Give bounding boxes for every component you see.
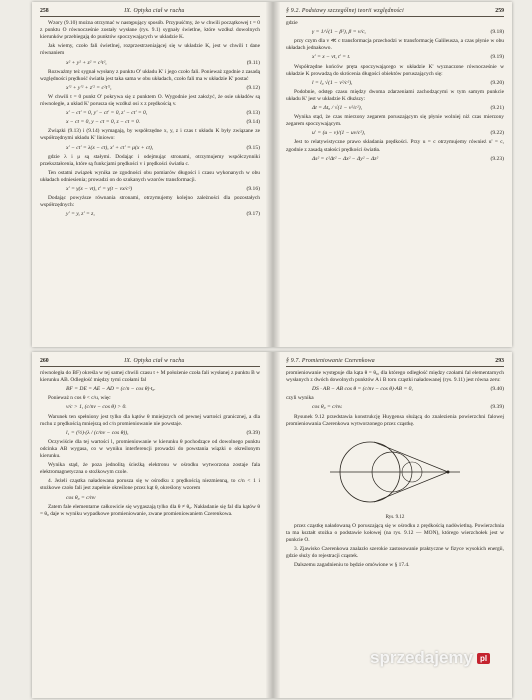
- equation: [286, 386, 504, 393]
- spread-bottom: [32, 352, 512, 698]
- paragraph: Rozważmy też sygnał wysłany z punktu O' układu K' i jego czoło fali. Ponieważ zgodnie z zasadą względności prędkość światła jest taka sama w obu układach, czoło fali ma w układzie K' postać: [40, 68, 260, 82]
- paragraph: Jest to relatywistyczne prawo składania prędkości. Przy u = c otrzymujemy również u' = c, zgodnie z zasadą stałości prędkości światła.: [286, 139, 504, 153]
- watermark: [370, 648, 490, 668]
- header-title: IX. Optyka ciał w ruchu: [124, 8, 185, 14]
- page-number: 293: [495, 358, 504, 364]
- page-content: [40, 370, 260, 518]
- paragraph: Podobnie, odstęp czasu między dwoma zdarzeniami zachodzącymi w tym samym punkcie układu K' jest w układzie K dłuższy:: [286, 88, 504, 102]
- equation-number: (9.39): [246, 429, 260, 436]
- paragraph: równoległa do BF) określa w tej samej chwili czasu t + M położenie czoła fali wysłanej z punktu B w kierunku AB. Odległość między tymi czołami fal: [40, 370, 260, 384]
- equation-number: (9.20): [490, 79, 504, 86]
- paragraph: gdzie λ i μ są stałymi. Dodając i odejmując stronami, otrzymujemy współczynniki przekształcenia, które są funkcjami prędkości v i prędkości światła c.: [40, 153, 260, 167]
- running-header: [286, 8, 504, 17]
- particle-point: [447, 470, 450, 473]
- equation-number: (9.12): [246, 84, 260, 91]
- equation-number: (9.22): [490, 130, 504, 137]
- page-content: [40, 20, 260, 218]
- page-259: [278, 2, 512, 347]
- equation: [40, 110, 260, 117]
- equation: [40, 186, 260, 193]
- paragraph: czyli wynika: [286, 395, 314, 402]
- equation: [40, 386, 260, 393]
- equation: [286, 105, 504, 112]
- equation: [40, 430, 260, 437]
- paragraph: Dodając powyższe równania stronami, otrzymujemy kolejno zależności dla pozostałych współrzędnych:: [40, 195, 260, 209]
- equation-expression: x' = γ(x − vt), t' = γ(t − vx/c²): [66, 185, 133, 192]
- equation-number: (9.17): [246, 211, 260, 218]
- equation-expression: y' = y, z' = z,: [66, 211, 95, 218]
- equation-expression: γ = 1/√(1 − β²), β = v/c,: [312, 29, 366, 36]
- page-258: [32, 2, 268, 347]
- equation-number: (9.23): [490, 155, 504, 162]
- page-content: [286, 370, 504, 569]
- paragraph: W chwili t = 0 punkt O' pokrywa się z punktem O. Wygodnie jest założyć, że osie układów są równoległe, a układ K' porusza się wzdłuż osi x z prędkością v.: [40, 93, 260, 108]
- equation-expression: x' = x − vt, t' = t.: [312, 54, 351, 61]
- paragraph: 4. Jeżeli cząstka naładowana porusza się w ośrodku z prędkością niezmienną, to c/n < 1 i stożkowe czoło fali jest zupełnie określone przez kąt θ, określony wzorem: [40, 478, 260, 492]
- equation-expression: cos θ₀ = c/nv.: [312, 404, 343, 411]
- equation-number: (9.19): [490, 54, 504, 61]
- paragraph: Ten ostatni związek wynika ze zgodności obu pomiarów długości i czasu wykonanych w obu układach odniesienia; prowadzi on do szukanych wzorów transformacji.: [40, 169, 260, 183]
- equation-number: (9.40): [490, 386, 504, 393]
- equation: [40, 145, 260, 152]
- paragraph: promieniowanie występuje dla kąta θ = θ₀, dla którego odległość między czołami fal elementarnych wysłanych z dwóch dowolnych punktów A i B toru cząstki naładowanej (rys. 9.11) jest równa zeru:: [286, 370, 504, 384]
- equation-number: (9.13): [246, 110, 260, 117]
- equation-expression: x' − ct' = λ(x − ct), x' + ct' = μ(x + ct),: [66, 144, 154, 151]
- equation-expression: DS · AB − AB cos θ = (c/nv − cos θ)·AB = 0,: [312, 386, 413, 393]
- equation-expression: x' − ct' = 0, y' − ct' = 0, z' − ct' = 0,: [66, 110, 148, 117]
- equation-expression: Δt = Δt₀ / √(1 − v²/c²),: [312, 105, 362, 112]
- equation: [286, 29, 504, 36]
- watermark-badge: pl: [477, 653, 490, 664]
- huygens-construction-diagram: [320, 432, 470, 512]
- paragraph: Współrzędne końców pręta spoczywającego w układzie K' wyznaczone równocześnie w układzie K prowadzą do skrócenia długości obiektów poruszających się:: [286, 63, 504, 77]
- paragraph: przy czym dla v ≪ c transformacja przechodzi w transformację Galileusza, a czas płynie w obu układach jednakowo.: [286, 38, 504, 52]
- page-260: [32, 352, 268, 698]
- page-number: 259: [495, 8, 504, 14]
- equation: [286, 130, 504, 137]
- equation: [40, 85, 260, 92]
- equation-number: (9.21): [490, 105, 504, 112]
- header-title: § 9.7. Promieniowanie Czerenkowa: [286, 358, 375, 364]
- paragraph: Zatem fale elementarne całkowicie się wygaszają tylko dla θ ≠ θ₀. Nakładanie się fal dla kątów θ = θ₀ daje w wyniku wypadkowe promieniowanie, zwane promieniowaniem Czerenkowa.: [40, 503, 260, 517]
- equation-expression: cos θ₀ = c/nv: [66, 494, 96, 501]
- running-header: [286, 358, 504, 367]
- header-title: § 9.2. Podstawy szczególnej teorii względności: [286, 8, 404, 14]
- equation-number: (9.15): [246, 144, 260, 151]
- paragraph: 3. Zjawisko Czerenkowa znalazło szerokie zastosowanie praktyczne w fizyce wysokich energii, gdzie służy do rejestracji cząstek.: [286, 546, 504, 560]
- equation: [40, 495, 260, 502]
- page-number: 260: [40, 358, 49, 364]
- cone-edge-upper: [374, 442, 448, 472]
- paragraph: Jak wiemy, czoło fali świetlnej, rozprzestrzeniającej się w układzie K, jest w chwili t dane równaniem: [40, 43, 260, 57]
- equation: [286, 156, 504, 163]
- page-number: 258: [40, 8, 49, 14]
- equation-number: (9.39): [490, 404, 504, 411]
- page-293: [278, 352, 512, 698]
- paragraph: Oczywiście dla tej wartości l₁ promieniowanie w kierunku θ pochodzące od dowolnego punktu odcinka AB wygasa, co w wyniku interferencji prowadzi do powstania wiązki o określonym kierunku.: [40, 438, 260, 460]
- paragraph: Warunek ten spełniony jest tylko dla kątów θ mniejszych od pewnej wartości granicznej, a dla ruchu z prędkością mniejszą od c/n promieniowanie nie powstaje.: [40, 413, 260, 427]
- equation: [286, 80, 504, 87]
- watermark-text: sprzedajemy: [370, 648, 473, 667]
- cone-edge-lower: [374, 472, 448, 502]
- paragraph: przez cząstkę naładowaną O poruszającą się w ośrodku z prędkością nadświetlną. Powierzchnia ta ma kształt stożka o podstawie kołowej (na rys. 9.12 — MON), którego wierzchołek jest w punkcie O.: [286, 522, 504, 544]
- equation-expression: BF = DE = AE − AD = (c/n − cos θ)·t₀.: [66, 386, 156, 393]
- equation-number: (9.14): [246, 119, 260, 126]
- equation-expression: l = l₀ √(1 − v²/c²),: [312, 79, 353, 86]
- page-content: [286, 20, 504, 163]
- equation: [286, 404, 504, 411]
- spread-top: [32, 2, 512, 347]
- running-header: [40, 358, 260, 367]
- paragraph: Związki (9.13) i (9.14) wymagają, by współrzędne x, y, z i czas t układu K były związane ze współrzędnymi układu K' liniowo:: [40, 128, 260, 142]
- equation-expression: x² + y² + z² = c²t²,: [66, 59, 107, 66]
- paragraph: gdzie: [286, 20, 298, 27]
- equation: [40, 211, 260, 218]
- running-header: [40, 8, 260, 17]
- figure-caption: Rys. 9.12: [385, 514, 405, 520]
- equation: [286, 54, 504, 61]
- equation-number: (9.18): [490, 29, 504, 36]
- equation-number: (9.16): [246, 185, 260, 192]
- equation: [40, 60, 260, 67]
- equation-expression: v/c > 1, (c/nv − cos θ) > 0.: [66, 404, 127, 411]
- equation-expression: Δs² = c²Δt² − Δx² − Δy² − Δz²: [312, 155, 379, 162]
- paragraph: Wynika stąd, że poza jednolitą ścieżką elektronu w ośrodku wytworzona zostaje fala elektromagnetyczna o stożkowym czole.: [40, 462, 260, 476]
- equation-number: (9.11): [246, 59, 260, 66]
- paragraph: Rysunek 9.12 przedstawia konstrukcję Huygensa służącą do znalezienia powierzchni falowej promieniowania Czerenkowa wytworzonego przez cząstkę.: [286, 413, 504, 427]
- header-title: IX. Optyka ciał w ruchu: [124, 358, 185, 364]
- paragraph: Wzory (9.10) można otrzymać w następujący sposób. Przypuśćmy, że w chwili początkowej t = 0 z punktu O równocześnie zostały wysłane (rys. 9.1) sygnały świetlne, które wzdłuż dowolnych kierunków przebiegają do punktów spoczywających w układzie K.: [40, 20, 260, 41]
- equation: [40, 404, 260, 411]
- equation: [40, 119, 260, 126]
- equation-expression: l₁ = (½)·(λ / (c/nv − cos θ)),: [66, 429, 129, 436]
- paragraph: Ponieważ n cos θ < c/u, więc: [48, 395, 111, 402]
- paragraph: Wynika stąd, że czas mierzony zegarem poruszającym się płynie wolniej niż czas mierzony zegarem spoczywającym.: [286, 114, 504, 128]
- paragraph: Dalszemu zagadnieniu to będzie omówione w § 17.4.: [294, 562, 410, 569]
- equation-expression: x − ct = 0, y − ct = 0, z − ct = 0.: [66, 119, 141, 126]
- equation-expression: x'² + y'² + z'² = c²t'²,: [66, 84, 112, 91]
- equation-expression: u' = (u − v)/(1 − uv/c²),: [312, 130, 366, 137]
